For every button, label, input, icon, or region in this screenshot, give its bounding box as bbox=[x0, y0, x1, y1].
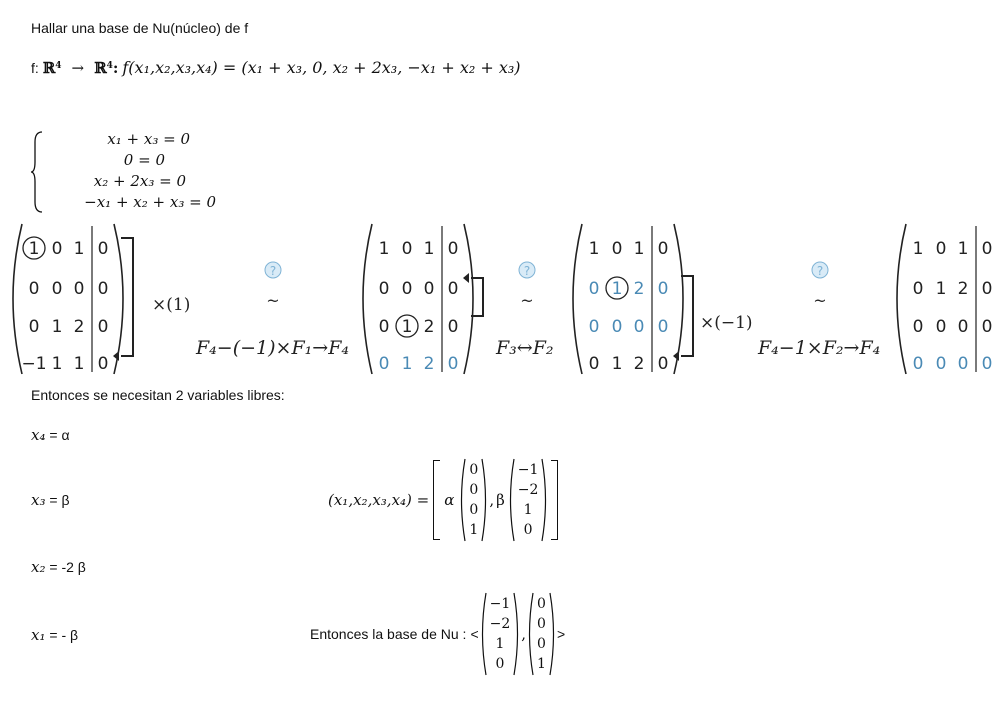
matrix-entry: 0 bbox=[97, 317, 109, 337]
arrowhead-icon bbox=[113, 351, 119, 361]
multiplier-label: ×(−1) bbox=[700, 313, 753, 333]
arrowhead-icon bbox=[463, 273, 469, 283]
matrix-entry: 0 bbox=[588, 354, 600, 374]
alpha-vector-entry: 0 bbox=[469, 482, 479, 498]
matrix-entry: 0 bbox=[447, 354, 459, 374]
matrix-entry: 0 bbox=[97, 239, 109, 259]
assignment-x1: x₁ = - β bbox=[31, 626, 79, 644]
right-paren-icon bbox=[481, 458, 489, 542]
matrix-entry: 0 bbox=[28, 279, 40, 299]
matrix-entry: 0 bbox=[401, 279, 413, 299]
equivalence-tilde: ~ bbox=[813, 291, 827, 310]
matrix-entry: 1 bbox=[588, 239, 600, 259]
matrix-entry: 1 bbox=[957, 239, 969, 259]
alpha-vector-entry: 0 bbox=[469, 462, 479, 478]
matrix-entry: 0 bbox=[28, 317, 40, 337]
codomain-space: ℝ$^4$: bbox=[94, 59, 119, 77]
row-operation-label: F₄−(−1)×F₁→F₄ bbox=[196, 337, 349, 359]
equation-3: x₂ + 2x₃ = 0 bbox=[93, 172, 186, 190]
right-bracket-icon bbox=[551, 460, 558, 540]
left-paren-icon bbox=[573, 224, 582, 374]
assignment-x2: x₂ = -2 β bbox=[31, 558, 86, 576]
matrix-entry: 2 bbox=[633, 279, 645, 299]
matrix-entry: 0 bbox=[935, 317, 947, 337]
matrix-entry: 0 bbox=[912, 354, 924, 374]
matrix-entry: 0 bbox=[657, 317, 669, 337]
matrix-entry: 0 bbox=[633, 317, 645, 337]
vector-separator: , bbox=[521, 625, 527, 643]
basis-label: Entonces la base de Nu : bbox=[310, 626, 467, 642]
matrix-entry: 1 bbox=[633, 239, 645, 259]
left-paren-icon bbox=[897, 224, 906, 374]
matrix-entry: 0 bbox=[423, 279, 435, 299]
matrix-entry: 1 bbox=[28, 239, 40, 259]
solution-vector-lhs: (x₁,x₂,x₃,x₄) = bbox=[328, 491, 430, 509]
basis-vector-1-entry: −2 bbox=[489, 616, 511, 632]
left-paren-icon bbox=[458, 458, 466, 542]
alpha-vector-entry: 1 bbox=[469, 522, 479, 538]
basis-vector-2-entry: 0 bbox=[537, 596, 546, 612]
matrix-entry: 0 bbox=[51, 279, 63, 299]
matrix-entry: 1 bbox=[935, 279, 947, 299]
row-reduction-diagram bbox=[0, 218, 996, 380]
matrix-entry: 1 bbox=[73, 354, 85, 374]
basis-vector-1-entry: 1 bbox=[495, 636, 505, 652]
basis-vector-2-entry: 1 bbox=[537, 656, 546, 672]
matrix-entry: 0 bbox=[611, 317, 623, 337]
matrix-entry: 2 bbox=[423, 354, 435, 374]
function-formula: f(x₁,x₂,x₃,x₄) = (x₁ + x₃, 0, x₂ + 2x₃, −x₁ + x₂ + x₃) bbox=[122, 58, 521, 77]
matrix-entry: 0 bbox=[912, 317, 924, 337]
matrix-entry: 1 bbox=[401, 317, 413, 337]
function-definition bbox=[31, 58, 521, 77]
matrix-entry: 0 bbox=[611, 239, 623, 259]
matrix-entry: −1 bbox=[21, 354, 47, 374]
basis-vector-1 bbox=[479, 592, 522, 676]
matrix-entry: 0 bbox=[657, 239, 669, 259]
matrix-entry: 0 bbox=[401, 239, 413, 259]
matrix-entry: 0 bbox=[378, 317, 390, 337]
equation-4: −x₁ + x₂ + x₃ = 0 bbox=[84, 193, 216, 211]
matrix-entry: 0 bbox=[588, 279, 600, 299]
matrix-entry: 0 bbox=[447, 279, 459, 299]
right-paren-icon bbox=[513, 592, 521, 676]
help-icon-mark: ? bbox=[816, 264, 824, 278]
right-paren-icon bbox=[541, 458, 549, 542]
equation-2: 0 = 0 bbox=[123, 151, 165, 169]
matrix-entry: 1 bbox=[73, 239, 85, 259]
vector-separator: , bbox=[489, 491, 495, 509]
matrix-entry: 2 bbox=[423, 317, 435, 337]
matrix-entry: 2 bbox=[73, 317, 85, 337]
general-solution-expression bbox=[328, 460, 558, 540]
free-variables-intro: Entonces se necesitan 2 variables libres: bbox=[31, 387, 285, 403]
beta-vector-entry: −1 bbox=[517, 462, 539, 478]
close-angle: > bbox=[556, 626, 566, 642]
matrix-reduction-strip bbox=[0, 218, 996, 380]
matrix-entry: 0 bbox=[957, 354, 969, 374]
matrix-entry: 0 bbox=[981, 317, 993, 337]
matrix-entry: 1 bbox=[378, 239, 390, 259]
alpha-vector-entry: 0 bbox=[469, 502, 479, 518]
matrix-entry: 0 bbox=[981, 279, 993, 299]
matrix-entry: 0 bbox=[981, 239, 993, 259]
left-paren-icon bbox=[507, 458, 515, 542]
matrix-entry: 2 bbox=[957, 279, 969, 299]
assignment-x4: x₄ = α bbox=[31, 426, 70, 444]
left-paren-icon bbox=[526, 592, 534, 676]
matrix-entry: 0 bbox=[657, 354, 669, 374]
matrix-entry: 0 bbox=[935, 354, 947, 374]
matrix-entry: 0 bbox=[447, 239, 459, 259]
matrix-entry: 0 bbox=[51, 239, 63, 259]
basis-vector-2 bbox=[526, 592, 557, 676]
left-paren-icon bbox=[13, 224, 22, 374]
left-paren-icon bbox=[479, 592, 487, 676]
beta-vector-entry: 0 bbox=[523, 522, 533, 538]
assignment-x3: x₃ = β bbox=[31, 491, 70, 509]
help-icon-mark: ? bbox=[523, 264, 531, 278]
basis-vector-1-entry: −1 bbox=[489, 596, 511, 612]
domain-space: ℝ$^4$ bbox=[42, 59, 62, 77]
open-angle: < bbox=[470, 626, 479, 642]
basis-vector-1-entry: 0 bbox=[495, 656, 505, 672]
function-prefix: f: bbox=[31, 60, 39, 76]
kernel-basis bbox=[310, 592, 565, 676]
matrix-entry: 0 bbox=[378, 354, 390, 374]
matrix-entry: 0 bbox=[981, 354, 993, 374]
matrix-entry: 0 bbox=[957, 317, 969, 337]
matrix-entry: 0 bbox=[935, 239, 947, 259]
equivalence-tilde: ~ bbox=[266, 291, 280, 310]
matrix-entry: 0 bbox=[97, 279, 109, 299]
right-paren-icon bbox=[549, 592, 557, 676]
basis-vector-2-entry: 0 bbox=[537, 636, 546, 652]
multiplier-label: ×(1) bbox=[152, 295, 191, 315]
beta-coefficient: β bbox=[496, 491, 505, 509]
alpha-vector bbox=[458, 458, 489, 542]
left-paren-icon bbox=[363, 224, 372, 374]
left-bracket-icon bbox=[433, 460, 440, 540]
matrix-entry: 0 bbox=[447, 317, 459, 337]
help-icon-mark: ? bbox=[269, 264, 277, 278]
matrix-entry: 0 bbox=[378, 279, 390, 299]
matrix-entry: 0 bbox=[73, 279, 85, 299]
beta-vector bbox=[507, 458, 550, 542]
page-title: Hallar una base de Nu(núcleo) de f bbox=[31, 20, 249, 36]
matrix-entry: 1 bbox=[611, 354, 623, 374]
matrix-entry: 1 bbox=[401, 354, 413, 374]
matrix-entry: 1 bbox=[611, 279, 623, 299]
arrowhead-icon bbox=[673, 351, 679, 361]
matrix-entry: 0 bbox=[912, 279, 924, 299]
row-operation-label: F₃↔F₂ bbox=[496, 337, 554, 359]
equation-system bbox=[30, 130, 216, 214]
basis-vector-2-entry: 0 bbox=[537, 616, 546, 632]
row-operation-label: F₄−1×F₂→F₄ bbox=[758, 337, 881, 359]
matrix-entry: 0 bbox=[97, 354, 109, 374]
matrix-entry: 2 bbox=[633, 354, 645, 374]
matrix-entry: 1 bbox=[51, 354, 63, 374]
matrix-entry: 1 bbox=[51, 317, 63, 337]
beta-vector-entry: 1 bbox=[523, 502, 533, 518]
equation-1: x₁ + x₃ = 0 bbox=[107, 130, 190, 148]
matrix-entry: 0 bbox=[657, 279, 669, 299]
matrix-entry: 1 bbox=[423, 239, 435, 259]
matrix-entry: 0 bbox=[588, 317, 600, 337]
matrix-entry: 1 bbox=[912, 239, 924, 259]
alpha-coefficient: α bbox=[444, 491, 455, 509]
beta-vector-entry: −2 bbox=[517, 482, 539, 498]
maps-to-arrow: → bbox=[71, 59, 85, 77]
right-paren-icon bbox=[464, 224, 473, 374]
equivalence-tilde: ~ bbox=[520, 291, 534, 310]
